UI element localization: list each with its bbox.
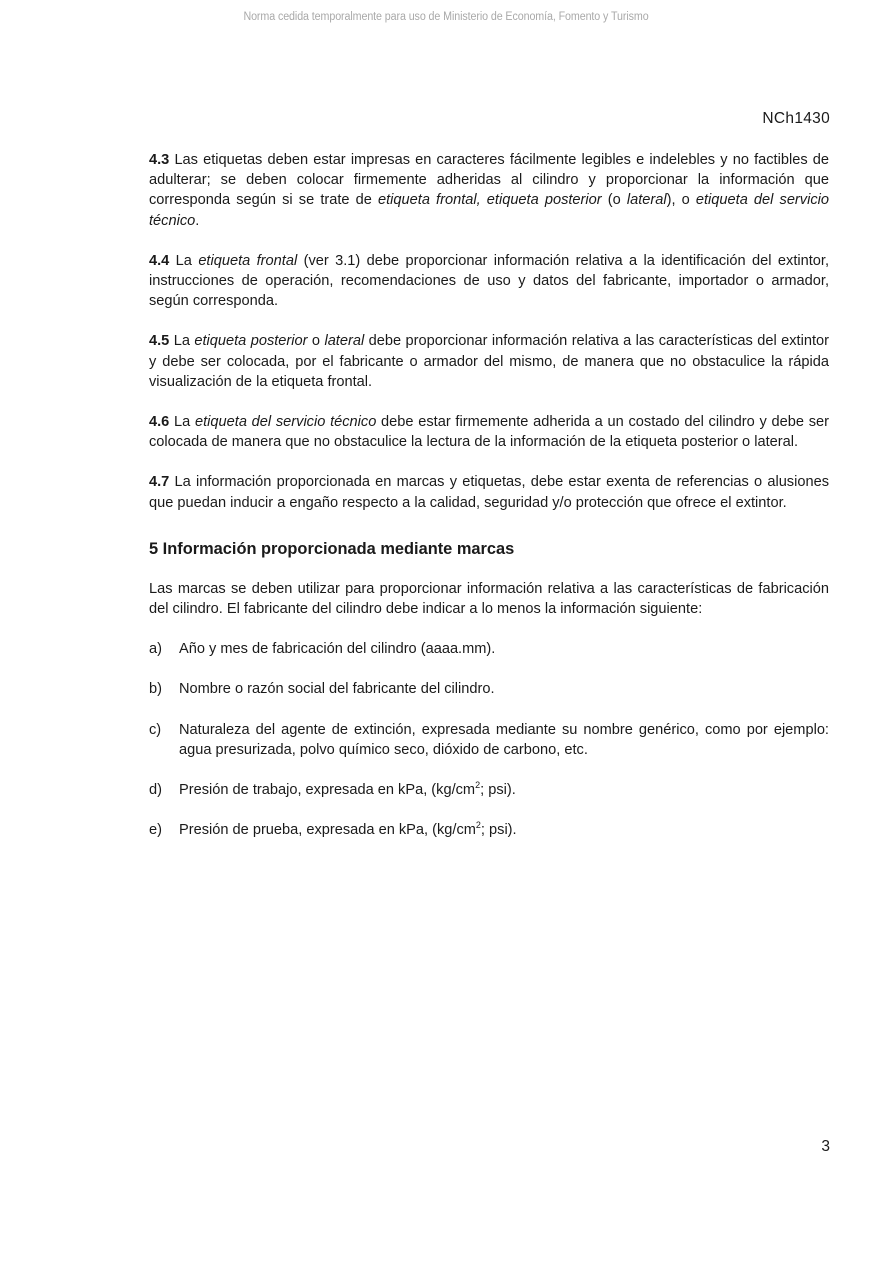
clause-number: 4.3 xyxy=(149,152,170,168)
list-item-text: Año y mes de fabricación del cilindro (aaaa.mm). xyxy=(179,641,496,658)
page-content xyxy=(149,150,829,860)
requirements-list xyxy=(149,639,829,840)
clause-text: Las etiquetas deben estar impresas en caracteres fácilmente legibles e indelebles y no factibles de adulterar; se deben colocar firmemente adheridas al cilindro y proporcionar la información que corresponda según si se trate de xyxy=(149,152,829,209)
clause-text: La xyxy=(169,252,199,269)
list-item-text-tail: ; psi). xyxy=(480,822,517,839)
clause-text: . xyxy=(195,212,200,229)
emphasized-term: etiqueta frontal, etiqueta posterior xyxy=(378,192,602,209)
clause-text: ), o xyxy=(666,192,696,209)
clause-number: 4.6 xyxy=(149,414,170,431)
list-item xyxy=(149,780,829,800)
clause-number: 4.4 xyxy=(149,252,170,269)
emphasized-term: etiqueta frontal xyxy=(198,252,298,269)
superscript: 2 xyxy=(475,780,481,791)
list-item xyxy=(149,820,829,840)
clause-text: o xyxy=(307,333,325,350)
emphasized-term: etiqueta del servicio técnico xyxy=(195,414,377,431)
list-marker: e) xyxy=(149,822,162,839)
watermark-notice: Norma cedida temporalmente para uso de Ministerio de Economía, Fomento y Turismo xyxy=(243,11,649,23)
list-item-text-tail: ; psi). xyxy=(480,782,516,799)
page-number: 3 xyxy=(821,1138,830,1155)
clause-paragraph xyxy=(149,251,829,312)
list-item-text: Presión de prueba, expresada en kPa, (kg/cm xyxy=(179,822,476,839)
list-marker: a) xyxy=(149,641,162,658)
clause-text: debe proporcionar información relativa a las características del extintor y debe ser colocada, por el fabricante o armador del mismo, de manera que no obstaculice la rápida visualización de la etiqueta frontal. xyxy=(149,333,829,390)
clause-paragraph xyxy=(149,472,829,512)
superscript: 2 xyxy=(475,820,481,831)
document-id: NCh1430 xyxy=(762,110,830,127)
emphasized-term: etiqueta posterior xyxy=(194,333,308,350)
list-item xyxy=(149,639,829,659)
list-marker: b) xyxy=(149,681,162,698)
section-intro: Las marcas se deben utilizar para proporcionar información relativa a las características de fabricación del cilindro. El fabricante del cilindro debe indicar a lo menos la información siguiente: xyxy=(149,580,829,618)
list-item-text: Naturaleza del agente de extinción, expresada mediante su nombre genérico, como por ejemplo: agua presurizada, polvo químico seco, dióxido de carbono, etc. xyxy=(179,721,829,758)
clause-text: (o xyxy=(601,192,627,209)
clause-paragraph xyxy=(149,331,829,392)
clause-text: La información proporcionada en marcas y etiquetas, debe estar exenta de referencias o alusiones que puedan inducir a engaño respecto a la calidad, seguridad y/o protección que ofrece el extintor. xyxy=(149,474,829,511)
list-item-text: Presión de trabajo, expresada en kPa, (kg/cm xyxy=(179,782,476,799)
clause-paragraphs xyxy=(149,150,829,513)
clause-text: debe estar firmemente adherida a un costado del cilindro y debe ser colocada de manera que no obstaculice la lectura de la información de la etiqueta posterior o lateral. xyxy=(149,414,830,451)
clause-text: La xyxy=(169,333,195,350)
clause-paragraph xyxy=(149,150,829,231)
emphasized-term: lateral xyxy=(626,192,667,209)
clause-number: 4.5 xyxy=(149,333,170,350)
list-marker: c) xyxy=(149,721,162,738)
list-item xyxy=(149,720,829,760)
clause-number: 4.7 xyxy=(149,474,170,491)
clause-text: (ver 3.1) debe proporcionar información relativa a la identificación del extintor, instrucciones de operación, recomendaciones de uso y datos del fabricante, importador o armador, según corresponda. xyxy=(149,252,830,310)
emphasized-term: lateral xyxy=(324,333,365,350)
section-heading: 5 Información proporcionada mediante marcas xyxy=(149,539,515,558)
list-marker: d) xyxy=(149,782,162,799)
list-item xyxy=(149,679,829,699)
clause-text: La xyxy=(169,414,195,431)
emphasized-term: etiqueta del servicio técnico xyxy=(149,192,829,229)
list-item-text: Nombre o razón social del fabricante del cilindro. xyxy=(179,681,495,698)
clause-paragraph xyxy=(149,412,829,452)
